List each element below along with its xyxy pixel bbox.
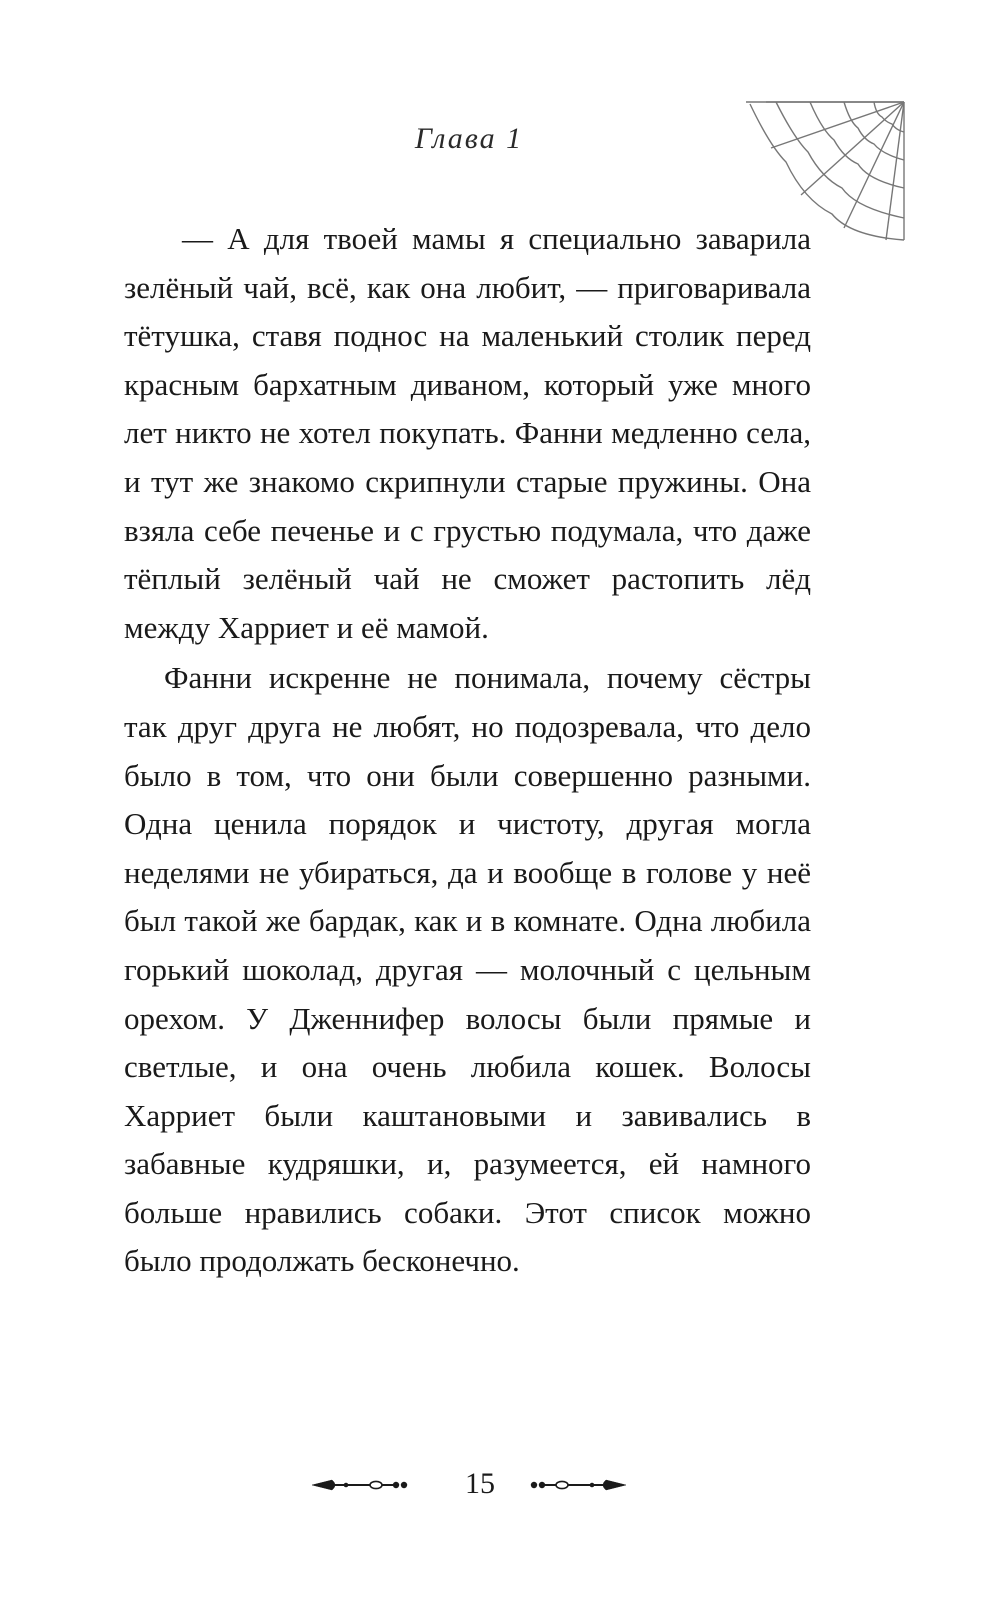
page-footer <box>0 1464 1000 1504</box>
ornament-right-icon <box>518 1474 628 1496</box>
ornament-left-icon <box>310 1474 420 1496</box>
body-text <box>124 215 811 1286</box>
page-number: 15 <box>465 1467 495 1500</box>
paragraph: Фанни искренне не понимала, почему сёстры так друг друга не любят, но подозревала, что дело было в том, что они были совершенно разными. Одна ценила порядок и чистоту, другая могла неделями не убираться, да и вообще в голове у неё был такой же бардак, как и в комнате. Одна любила горький шоколад, другая — молочный с цельным орехом. У Дженнифер волосы были прямые и светлые, и она очень любила кошек. Волосы Харриет были каштановыми и завивались в забавные кудряшки, и, разумеется, ей намного больше нравились собаки. Этот список можно было продолжать бесконечно. <box>124 660 811 1279</box>
chapter-header: Глава 1 <box>414 122 524 155</box>
paragraph: — А для твоей мамы я специально заварила зелёный чай, всё, как она любит, — приговаривала тётушка, ставя поднос на маленький столик перед красным бархатным диваном, который уже много лет никто не хотел покупать. Фанни медленно села, и тут же знакомо скрипнули старые пружины. Она взяла себе печенье и с грустью подумала, что даже тёплый зелёный чай не сможет растопить лёд между Харриет и её мамой. <box>124 221 811 645</box>
